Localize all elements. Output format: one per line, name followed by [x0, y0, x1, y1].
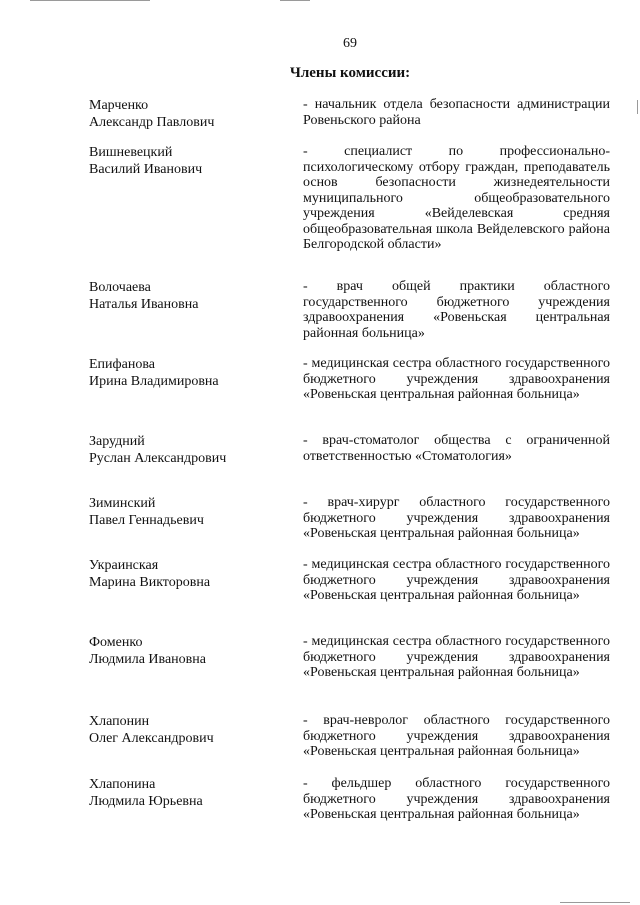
member-given-names: Александр Павлович [89, 115, 215, 130]
member-role: - врач-невролог областного государственного бюджетного учреждения здравоохранения «Ровеньская центральная районная больница» [303, 713, 610, 759]
member-given-names: Марина Викторовна [89, 575, 211, 590]
member-given-names: Наталья Ивановна [89, 297, 199, 312]
member-surname: Марченко [89, 98, 149, 113]
member-name [89, 557, 289, 591]
member-given-names: Павел Геннадьевич [89, 513, 204, 528]
scan-mark-top-left [30, 0, 150, 1]
member-role: - медицинская сестра областного государственного бюджетного учреждения здравоохранения «Ровеньская центральная районная больница» [303, 356, 610, 402]
member-surname: Епифанова [89, 357, 155, 372]
section-heading: Члены комиссии: [289, 65, 411, 81]
member-role: - медицинская сестра областного государственного бюджетного учреждения здравоохранения «Ровеньская центральная районная больница» [303, 557, 610, 603]
member-surname: Украинская [89, 558, 159, 573]
member-surname: Зарудний [89, 434, 145, 449]
scan-mark-bottom-right [560, 902, 630, 903]
member-surname: Фоменко [89, 635, 143, 650]
member-name [89, 144, 289, 178]
member-name [89, 356, 289, 390]
member-surname: Зиминский [89, 496, 156, 511]
member-given-names: Руслан Александрович [89, 451, 227, 466]
page-number: 69 [343, 36, 357, 51]
scan-mark-right-edge [637, 100, 638, 114]
member-name [89, 776, 289, 810]
member-role: - специалист по профессионально-психологическому отбору граждан, преподаватель основ безопасности жизнедеятельности муниципального общеобразовательного учреждения «Вейделевская средняя общеобразовательная школа Вейделевского района Белгородской области» [303, 144, 610, 252]
member-given-names: Василий Иванович [89, 162, 203, 177]
member-role: - начальник отдела безопасности администрации Ровеньского района [303, 97, 610, 128]
member-role: - фельдшер областного государственного бюджетного учреждения здравоохранения «Ровеньская центральная районная больница» [303, 776, 610, 822]
member-role: - врач-стоматолог общества с ограниченной ответственностью «Стоматология» [303, 433, 610, 464]
member-name [89, 713, 289, 747]
member-name [89, 495, 289, 529]
member-surname: Хлапонина [89, 777, 156, 792]
member-given-names: Людмила Юрьевна [89, 794, 203, 809]
member-role: - врач-хирург областного государственного бюджетного учреждения здравоохранения «Ровеньская центральная районная больница» [303, 495, 610, 541]
scan-mark-top-right [280, 0, 310, 1]
member-surname: Волочаева [89, 280, 151, 295]
member-role: - медицинская сестра областного государственного бюджетного учреждения здравоохранения «Ровеньская центральная районная больница» [303, 634, 610, 680]
member-surname: Хлапонин [89, 714, 150, 729]
member-name [89, 97, 289, 131]
member-given-names: Людмила Ивановна [89, 652, 206, 667]
member-given-names: Ирина Владимировна [89, 374, 219, 389]
member-name [89, 634, 289, 668]
member-role: - врач общей практики областного государственного бюджетного учреждения здравоохранения «Ровеньская центральная районная больница» [303, 279, 610, 341]
member-name [89, 433, 289, 467]
member-surname: Вишневецкий [89, 145, 173, 160]
member-name [89, 279, 289, 313]
member-given-names: Олег Александрович [89, 731, 214, 746]
